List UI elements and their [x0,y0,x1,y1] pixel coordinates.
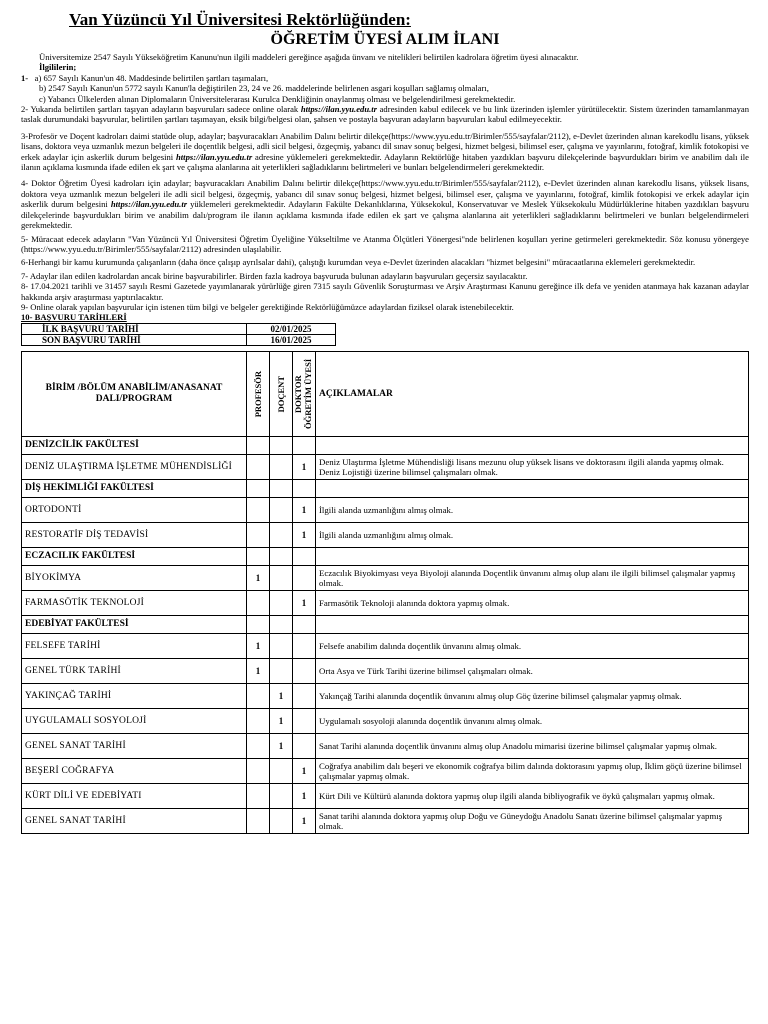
paragraph-6: 6-Herhangi bir kamu kurumunda çalışanların (daha önce çalışıp ayrılsalar dahi), çalıştığı kurumdan veya e-Devlet üzerinden alacakları "hizmet belgesini" müracaatlarına eklemeleri gerekmektedir. [21,257,696,268]
p3-text-post: adresine yüklemeleri gerekmektedir. Adayların Rektörlüğe hitaben yazdıkları başvuru dilekçelerinde başvurdukları birim ve anabilim dalı ile ilanın açıklama kısmında ifade edilen ek şart ve çalışma alanlarına ait yeterlikleri sağladıklarını belirtmeleri ve bunları belgelendirmeleri gerekmektedir. [21,151,749,173]
cell-dr: 1 [293,808,316,833]
header-dr-label: DOKTOR ÖĞRETİM ÜYESİ [293,358,313,429]
cell-doc [270,783,293,808]
paragraph-10: 10- BAŞVURU TARİHLERİ [21,312,127,323]
cell-dr [293,708,316,733]
empty-cell [247,615,270,633]
empty-cell [247,479,270,497]
cell-unit: BEŞERİ COĞRAFYA [22,758,247,783]
cell-doc [270,633,293,658]
cell-unit: BİYOKİMYA [22,565,247,590]
announcement-page [21,10,749,834]
cell-dr: 1 [293,497,316,522]
header-unit: BİRİM /BÖLÜM ANABİLİM/ANASANAT DALI/PROGRAM [22,351,247,436]
ilgililerin-num: 1- [21,72,29,83]
cell-doc [270,758,293,783]
empty-cell [270,547,293,565]
cell-unit: GENEL SANAT TARİHİ [22,733,247,758]
cell-dr: 1 [293,783,316,808]
cell-desc: Orta Asya ve Türk Tarihi üzerine bilimsel çalışmaları olmak. [316,658,749,683]
empty-cell [270,615,293,633]
cell-dr [293,683,316,708]
ilgililerin-heading: İlgililerin; [39,62,77,73]
ilgililerin-a-text: a) 657 Sayılı Kanun'un 48. Maddesinde belirtilen şartları taşımaları, [34,72,269,83]
table-row [22,658,749,683]
header-desc: AÇIKLAMALAR [316,351,749,436]
cell-prof [247,497,270,522]
empty-cell [293,479,316,497]
cell-doc: 1 [270,708,293,733]
p2-link[interactable]: https://ilan.yyu.edu.tr [300,104,377,115]
empty-cell [316,479,749,497]
cell-prof [247,783,270,808]
date-row-first [22,323,336,334]
table-row [22,758,749,783]
p2-text-pre: 2- Yukarıda belirtilen şartları taşıyan adayların başvuruları sadece online olarak [21,104,301,115]
header-prof-label: PROFESÖR [253,370,263,417]
cell-unit: GENEL SANAT TARİHİ [22,808,247,833]
table-row [22,808,749,833]
table-row [22,633,749,658]
table-row [22,590,749,615]
cell-unit: FELSEFE TARİHİ [22,633,247,658]
cell-dr [293,658,316,683]
p4-text-pre: 4- Doktor Öğretim Üyesi kadroları için adaylar; başvuracakları Anabilim Dalını belirtir dilekçe(https://www.yyu.edu.tr/Birimler/555/sayfalar/2112), e-Devlet üzerinden alınan karekodlu lisans, yüksek lisans, doktora veya uzmanlık mezun belgeleri ile adli sicil belgesi, özgeçmiş, yabancı dil sınav sonuç belgesi, hizmet belgesi, bilimsel eser, çalışma ve yayınlarını, fotoğraf, kimlik fotokopisi ve erkek adaylar için askerlik durum belgesini [21,178,749,210]
faculty-row [22,436,749,454]
cell-desc: Coğrafya anabilim dalı beşeri ve ekonomik coğrafya bilim dalında doktorasını yapmış olup, İklim göçü üzerine bilimsel çalışmalar yapmış olmak. [316,758,749,783]
empty-cell [270,436,293,454]
empty-cell [316,547,749,565]
cell-prof [247,808,270,833]
dates-table [21,323,336,346]
cell-prof: 1 [247,633,270,658]
cell-prof [247,522,270,547]
cell-desc: Sanat tarihi alanında doktora yapmış olup Doğu ve Güneydoğu Anadolu Sanatı üzerine bilimsel çalışmalar yapmış olmak. [316,808,749,833]
empty-cell [316,615,749,633]
cell-unit: FARMASÖTİK TEKNOLOJİ [22,590,247,615]
date-row-last [22,334,336,345]
table-row [22,522,749,547]
empty-cell [293,615,316,633]
cell-prof [247,683,270,708]
cell-doc [270,808,293,833]
empty-cell [247,547,270,565]
cell-desc: Felsefe anabilim dalında doçentlik ünvanını almış olmak. [316,633,749,658]
table-row [22,497,749,522]
faculty-name: EDEBİYAT FAKÜLTESİ [22,615,247,633]
cell-desc: Deniz Ulaştırma İşletme Mühendisliği lisans mezunu olup yüksek lisans ve doktorasını ilgili alanda yapmış olmak. Deniz Lojistiği üzerine bilimsel çalışmaları olmak. [316,454,749,479]
cell-prof [247,590,270,615]
faculty-name: DENİZCİLİK FAKÜLTESİ [22,436,247,454]
cell-desc: Uygulamalı sosyoloji alanında doçentlik ünvanını almış olmak. [316,708,749,733]
header-doc-label: DOÇENT [276,375,286,412]
empty-cell [270,479,293,497]
cell-unit: KÜRT DİLİ VE EDEBİYATI [22,783,247,808]
cell-unit: ORTODONTİ [22,497,247,522]
date-label: SON BAŞVURU TARİHİ [22,334,247,345]
paragraph-3 [21,131,749,173]
table-row [22,733,749,758]
cell-unit: DENİZ ULAŞTIRMA İŞLETME MÜHENDİSLİĞİ [22,454,247,479]
paragraph-9: 9- Online olarak yapılan başvurular için istenen tüm bilgi ve belgeler gerektiğinde Rektörlüğümüzce adaylardan fiziksel olarak istenebilecektir. [21,301,514,312]
cell-prof [247,454,270,479]
cell-prof: 1 [247,658,270,683]
ilgililerin-item-c: c) Yabancı Ülkelerden alınan Diplomaların Üniversitelerarası Kurulca Denkliğinin onaylanmış olması ve belgelendirilmesi gerekmektedir. [39,93,516,104]
cell-unit: RESTORATİF DİŞ TEDAVİSİ [22,522,247,547]
cell-doc: 1 [270,683,293,708]
date-value: 02/01/2025 [247,323,336,334]
cell-desc: İlgili alanda uzmanlığını almış olmak. [316,522,749,547]
table-header-row [22,351,749,436]
ilgililerin-item-a [21,73,749,83]
cell-doc [270,658,293,683]
cell-doc [270,590,293,615]
faculty-row [22,479,749,497]
table-row [22,783,749,808]
page-title: Van Yüzüncü Yıl Üniversitesi Rektörlüğünden: [69,10,411,29]
empty-cell [316,436,749,454]
faculty-name: ECZACILIK FAKÜLTESİ [22,547,247,565]
cell-doc [270,497,293,522]
faculty-row [22,547,749,565]
cell-desc: Eczacılık Biyokimyası veya Biyoloji alanında Doçentlik ünvanını almış olup alanı ile ilgili bilimsel çalışmalar yapmış olmak. [316,565,749,590]
cell-unit: YAKINÇAĞ TARİHİ [22,683,247,708]
table-body [22,436,749,833]
header-dr [293,351,316,436]
p3-text-pre: 3-Profesör ve Doçent kadroları daimi statüde olup, adaylar; başvuracakları Anabilim Dalını belirtir dilekçe(https://www.yyu.edu.tr/Birimler/555/sayfalar/2112), e-Devlet üzerinden alınan karekodlu lisans, yüksek lisans, doktora veya uzmanlık mezun belgeleri ile doçentlik belgesi, adli sicil belgesi, özgeçmiş, yabancı dil sınav sonuç belgesi, hizmet belgesi, bilimsel eser, çalışma ve yayınlarını, fotoğraf, kimlik fotokopisi ve erkek adaylar için askerlik durum belgesini [21,130,749,162]
cell-prof: 1 [247,565,270,590]
p4-link[interactable]: https://ilan.yyu.edu.tr [110,199,188,210]
cell-desc: İlgili alanda uzmanlığını almış olmak. [316,497,749,522]
faculty-row [22,615,749,633]
ilgililerin-item-b: b) 2547 Sayılı Kanun'un 5772 sayılı Kanun'la değiştirilen 23, 24 ve 26. maddelerinde belirlenen asgari koşulları sağlamış olmaları, [39,83,489,94]
paragraph-7: 7- Adaylar ilan edilen kadrolardan ancak birine başvurabilirler. Birden fazla kadroya başvuruda bulunan adayların başvuruları geçersiz sayılacaktır. [21,270,528,281]
cell-desc: Sanat Tarihi alanında doçentlik ünvanını almış olup Anadolu mimarisi üzerine bilimsel çalışmalar yapmış olmak. [316,733,749,758]
intro-paragraph: Üniversitemize 2547 Sayılı Yükseköğretim Kanunu'nun ilgili maddeleri gereğince aşağıda ünvanı ve nitelikleri belirtilen kadrolara öğretim üyesi alınacaktır. [39,52,579,62]
table-row [22,454,749,479]
faculty-name: DİŞ HEKİMLİĞİ FAKÜLTESİ [22,479,247,497]
cell-dr [293,633,316,658]
p4-text-post: yüklemeleri gerekmektedir. Adayların Fakülte Dekanlıklarına, Yüksekokul, Konservatuvar ve Meslek Yüksekokulu Müdürlüklerine hitaben yazdıkları başvuru dilekçelerinde başvurdukları birim ve anabilim dalı/program ile ilanın açıklama kısmında ifade edilen ek şart ve çalışma alanlarına ait yeterlikleri sağladıklarını belirtmeleri ve bunları belgelendirmeleri gerekmektedir. [21,199,749,231]
table-row [22,708,749,733]
cell-dr: 1 [293,758,316,783]
cell-dr [293,565,316,590]
cell-doc: 1 [270,733,293,758]
paragraph-5: 5- Müracaat edecek adayların "Van Yüzüncü Yıl Üniversitesi Öğretim Üyeliğine Yükseltilme ve Atanma Ölçütleri Yönergesi"nde belirlenen koşulları yerine getirmeleri gerekmektedir. Söz konusu yönergeye (https://www.yyu.edu.tr/Birimler/555/sayfalar/2112) adresinden ulaşılabilir. [21,233,749,254]
paragraph-4 [21,178,749,230]
p3-link[interactable]: https://ilan.yyu.edu.tr [176,151,253,162]
cell-unit: GENEL TÜRK TARİHİ [22,658,247,683]
cell-dr: 1 [293,454,316,479]
table-row [22,565,749,590]
cell-unit: UYGULAMALI SOSYOLOJİ [22,708,247,733]
cell-prof [247,708,270,733]
cell-dr [293,733,316,758]
cell-dr: 1 [293,522,316,547]
cell-desc: Kürt Dili ve Kültürü alanında doktora yapmış olup ilgili alanda bibliyografik ve öykü çalışmaları yapmış olmak. [316,783,749,808]
cell-desc: Yakınçağ Tarihi alanında doçentlik ünvanını almış olup Göç üzerine bilimsel çalışmalar yapmış olmak. [316,683,749,708]
p2-text-post: adresinden kabul edilecek ve bu link üzerinden işlemler yürütülecektir. Sistem üzerinden tamamlanmayan taslak durumundaki başvurular, belirtilen şartları taşımayan, eksik bilgi/belgesi olan, şahsen ve postayla başvuran adayların başvuruları kabul edilmeyecektir. [21,104,749,125]
cell-desc: Farmasötik Teknoloji alanında doktora yapmış olmak. [316,590,749,615]
date-label: İLK BAŞVURU TARİHİ [22,323,247,334]
positions-table [21,351,749,834]
cell-doc [270,522,293,547]
paragraph-2 [21,104,749,125]
paragraph-8: 8- 17.04.2021 tarihli ve 31457 sayılı Resmi Gazetede yayımlanarak yürürlüğe giren 7315 sayılı Güvenlik Soruşturması ve Arşiv Araştırması Kanunu gereğince ilk defa ve yeniden atanmaya hak kazanan adaylar hakkında arşiv araştırması yaptırılacaktır. [21,281,749,302]
date-value: 16/01/2025 [247,334,336,345]
cell-doc [270,454,293,479]
header-doc [270,351,293,436]
cell-prof [247,758,270,783]
cell-doc [270,565,293,590]
header-prof [247,351,270,436]
cell-dr: 1 [293,590,316,615]
cell-prof [247,733,270,758]
table-row [22,683,749,708]
page-subtitle: ÖĞRETİM ÜYESİ ALIM İLANI [270,31,500,48]
empty-cell [247,436,270,454]
empty-cell [293,436,316,454]
empty-cell [293,547,316,565]
